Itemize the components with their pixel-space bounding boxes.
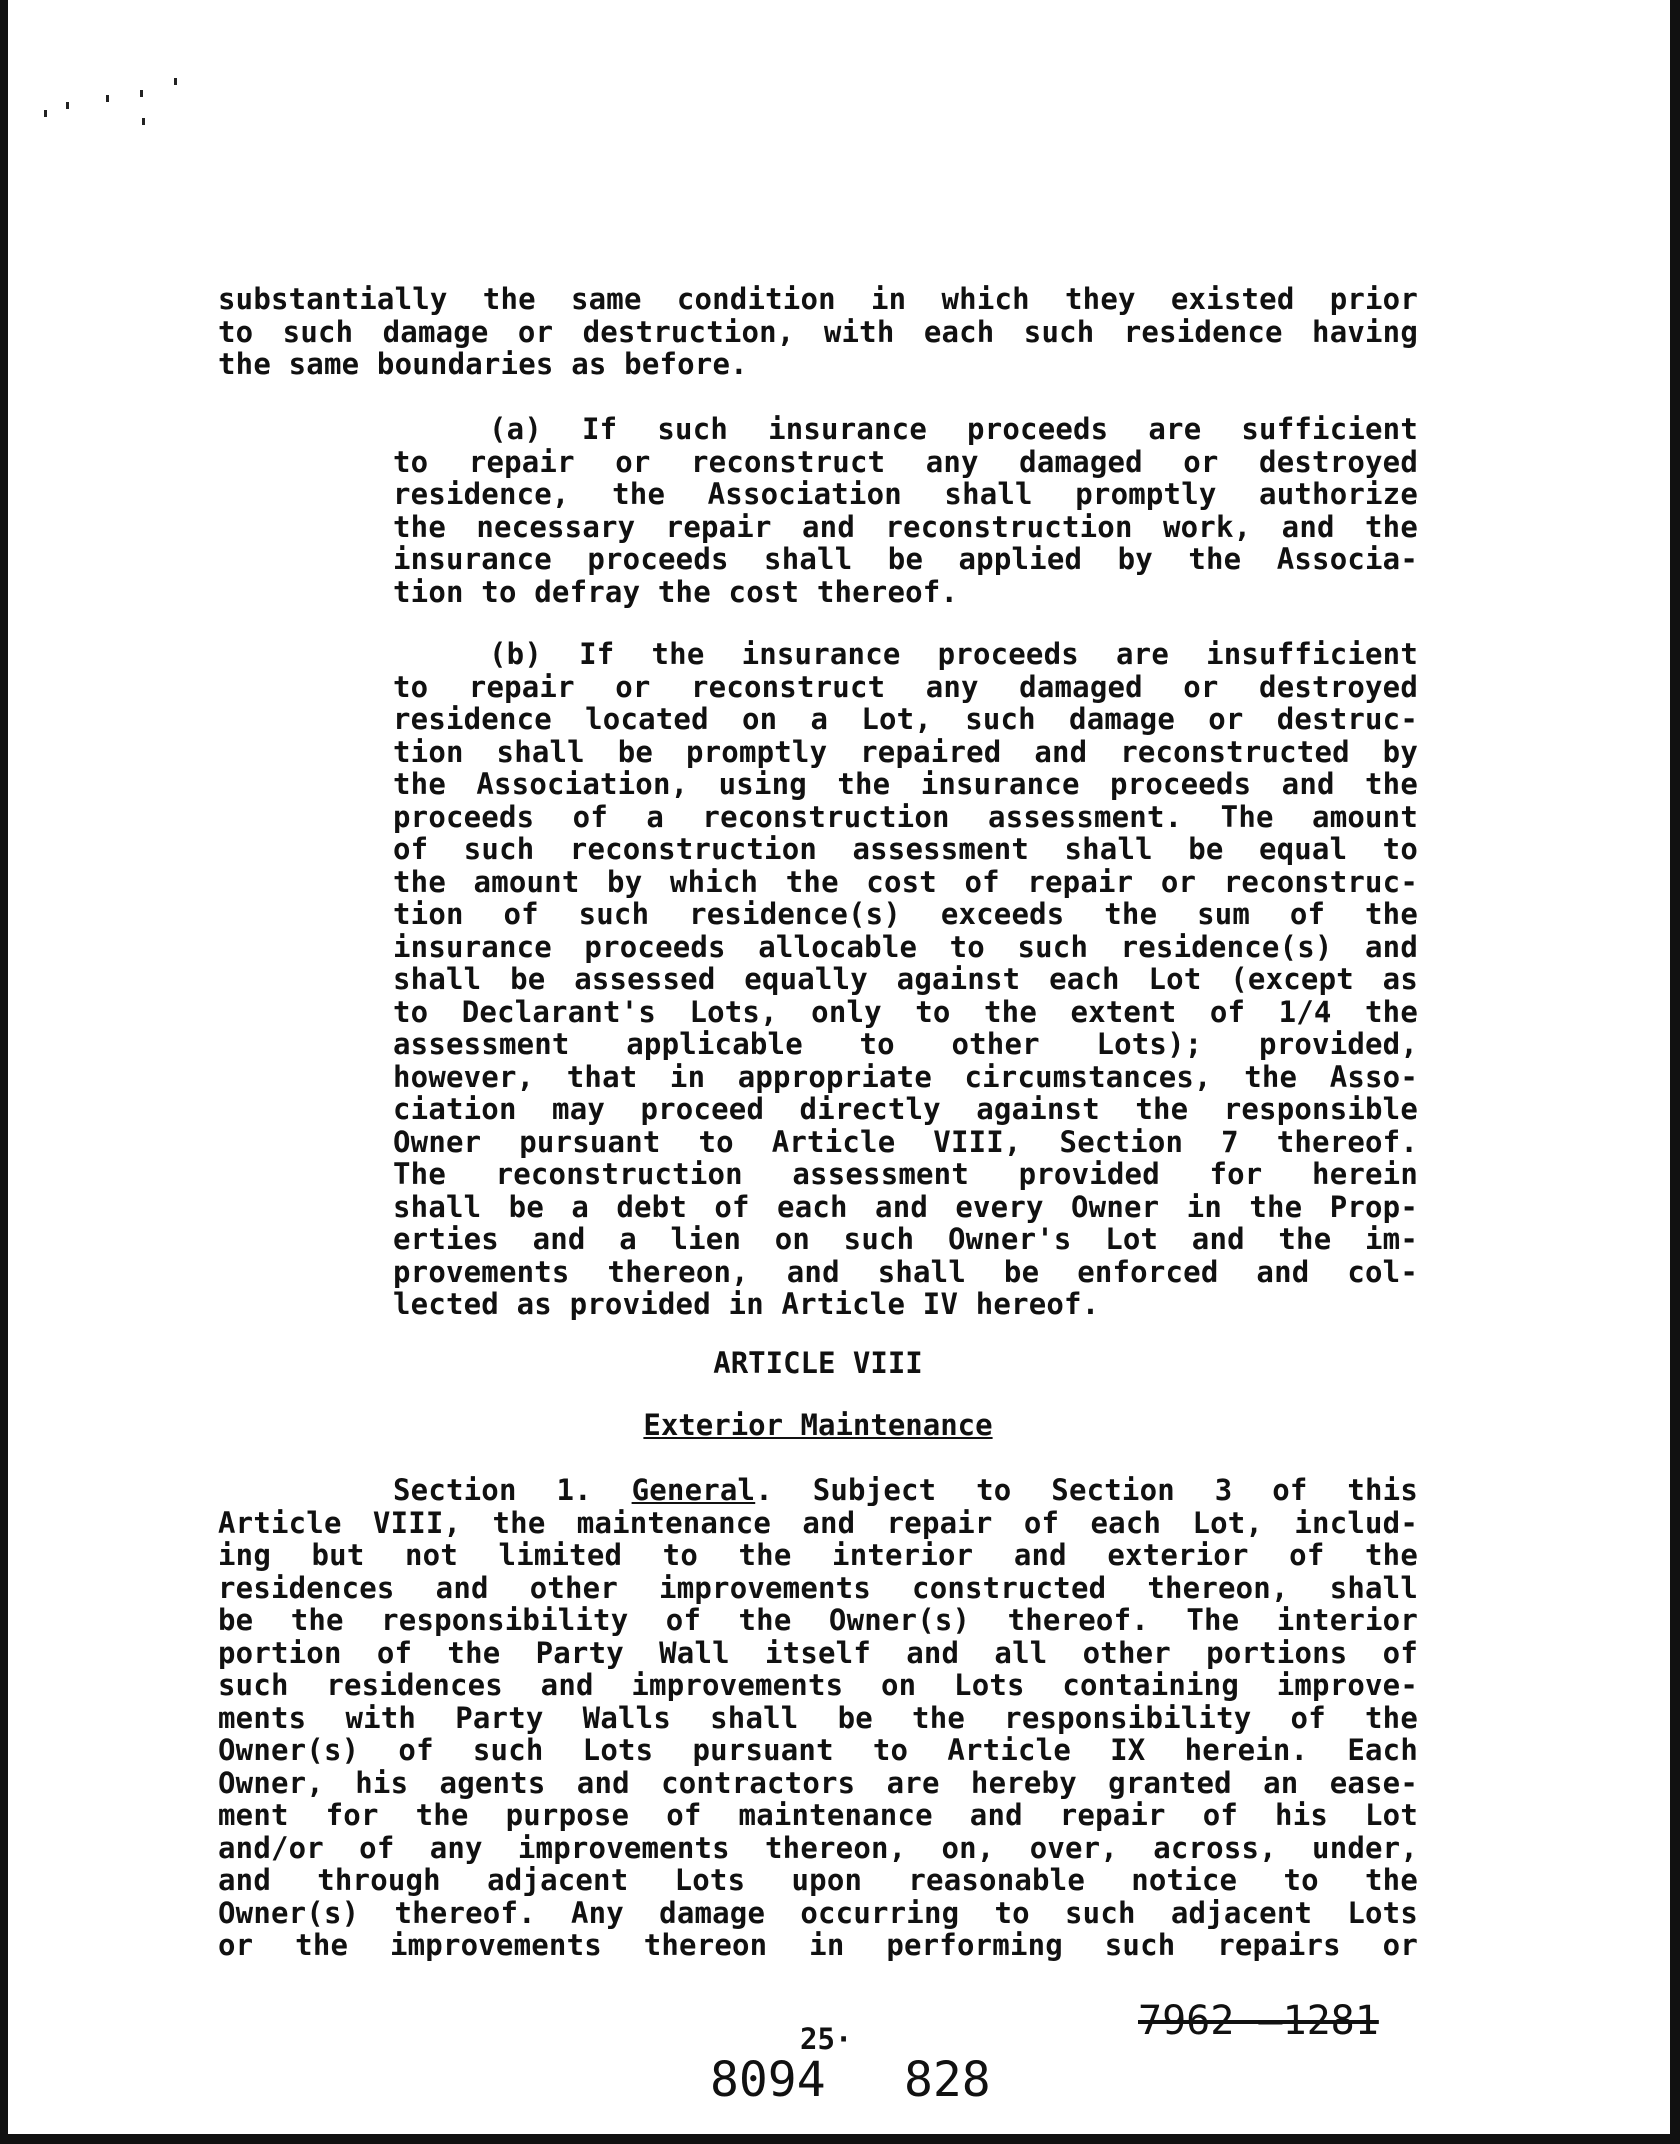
article-subheading: Exterior Maintenance [643,1408,993,1442]
text-line: insurance proceeds allocable to such residence(s) and [393,929,1418,964]
text-line: the same boundaries as before. [218,347,748,381]
text-line: (b) If the insurance proceeds are insufficient [489,637,1418,671]
text-line: (a) If such insurance proceeds are sufficient [489,412,1418,446]
text-line: and/or of any improvements thereon, on, over, across, under, [218,1830,1418,1865]
text-line: ciation may proceed directly against the responsible [393,1092,1418,1126]
scan-edge-left [0,0,8,2144]
text-line: Owner, his agents and contractors are hereby granted an ease- [218,1765,1418,1800]
section-title: General [631,1473,756,1507]
section-1-first-line [218,1474,1418,1507]
crossed-out-record-stamp [1138,1998,1379,2044]
text-line: lected as provided in Article IV hereof. [393,1287,1100,1321]
text-line: residence located on a Lot, such damage or destruc- [393,702,1418,736]
paragraph-b [393,638,1418,1321]
paragraph-a [393,413,1418,608]
text-line: residence, the Association shall promptly authorize [393,477,1418,511]
text-line: such residences and improvements on Lots containing improve- [218,1668,1418,1702]
text-line: proceeds of a reconstruction assessment. The amount [393,799,1418,834]
scan-edge-bottom [0,2134,1680,2144]
text-line: assessment applicable to other Lots); provided, [393,1027,1418,1061]
scan-edge-right [1670,0,1680,2144]
text-line: and through adjacent Lots upon reasonable notice to the [218,1863,1418,1897]
text-line: however, that in appropriate circumstances, the Asso- [393,1059,1418,1094]
text-line: tion shall be promptly repaired and reconstructed by [393,734,1418,769]
text-line: tion of such residence(s) exceeds the sum of the [393,897,1418,931]
record-book-number: 8094 [710,2052,826,2108]
text-line: the necessary repair and reconstruction work, and the [393,509,1418,544]
text-line: The reconstruction assessment provided for herein [393,1157,1418,1191]
page-number: 25· [800,2022,853,2056]
article-heading: ARTICLE VIII [713,1346,923,1380]
section-1 [218,1474,1418,1962]
text-fragment: . Subject to Section 3 of this [755,1473,1418,1507]
text-line: ing but not limited to the interior and exterior of the [218,1538,1418,1572]
section-number: Section 1. [393,1473,592,1507]
text-line: to repair or reconstruct any damaged or destroyed [393,444,1418,479]
text-line: tion to defray the cost thereof. [393,574,959,609]
text-line: erties and a lien on such Owner's Lot and the im- [393,1222,1418,1256]
text-line: the Association, using the insurance proceeds and the [393,767,1418,801]
text-line: shall be assessed equally against each Lot (except as [393,962,1418,996]
article-subheading-wrap [218,1408,1418,1442]
text-line: or the improvements thereon in performing such repairs or [218,1928,1418,1962]
text-line: to Declarant's Lots, only to the extent of 1/4 the [393,994,1418,1029]
text-line: ment for the purpose of maintenance and repair of his Lot [218,1798,1418,1832]
text-line: of such reconstruction assessment shall be equal to [393,832,1418,866]
text-line: residences and other improvements constructed thereon, shall [218,1570,1418,1605]
text-line: insurance proceeds shall be applied by the Associa- [393,542,1418,576]
text-line: portion of the Party Wall itself and all other portions of [218,1635,1418,1670]
record-page-number: 828 [904,2052,991,2108]
text-line: Owner(s) thereof. Any damage occurring to such adjacent Lots [218,1895,1418,1930]
text-line: shall be a debt of each and every Owner in the Prop- [393,1189,1418,1224]
text-line: substantially the same condition in which they existed prior [218,282,1418,316]
text-line: to such damage or destruction, with each such residence having [218,314,1418,349]
text-line: Owner(s) of such Lots pursuant to Article IX herein. Each [218,1733,1418,1767]
text-line: ments with Party Walls shall be the responsibility of the [218,1700,1418,1735]
text-line: the amount by which the cost of repair or reconstruc- [393,864,1418,899]
text-line: provements thereon, and shall be enforced and col- [393,1254,1418,1289]
paragraph-intro [218,283,1418,381]
text-line: Owner pursuant to Article VIII, Section 7 thereof. [393,1124,1418,1159]
text-line: Article VIII, the maintenance and repair of each Lot, includ- [218,1505,1418,1540]
text-line: be the responsibility of the Owner(s) thereof. The interior [218,1603,1418,1637]
stamp-text: 7962 —1281 [1138,1998,1379,2044]
text-line: to repair or reconstruct any damaged or destroyed [393,669,1418,704]
